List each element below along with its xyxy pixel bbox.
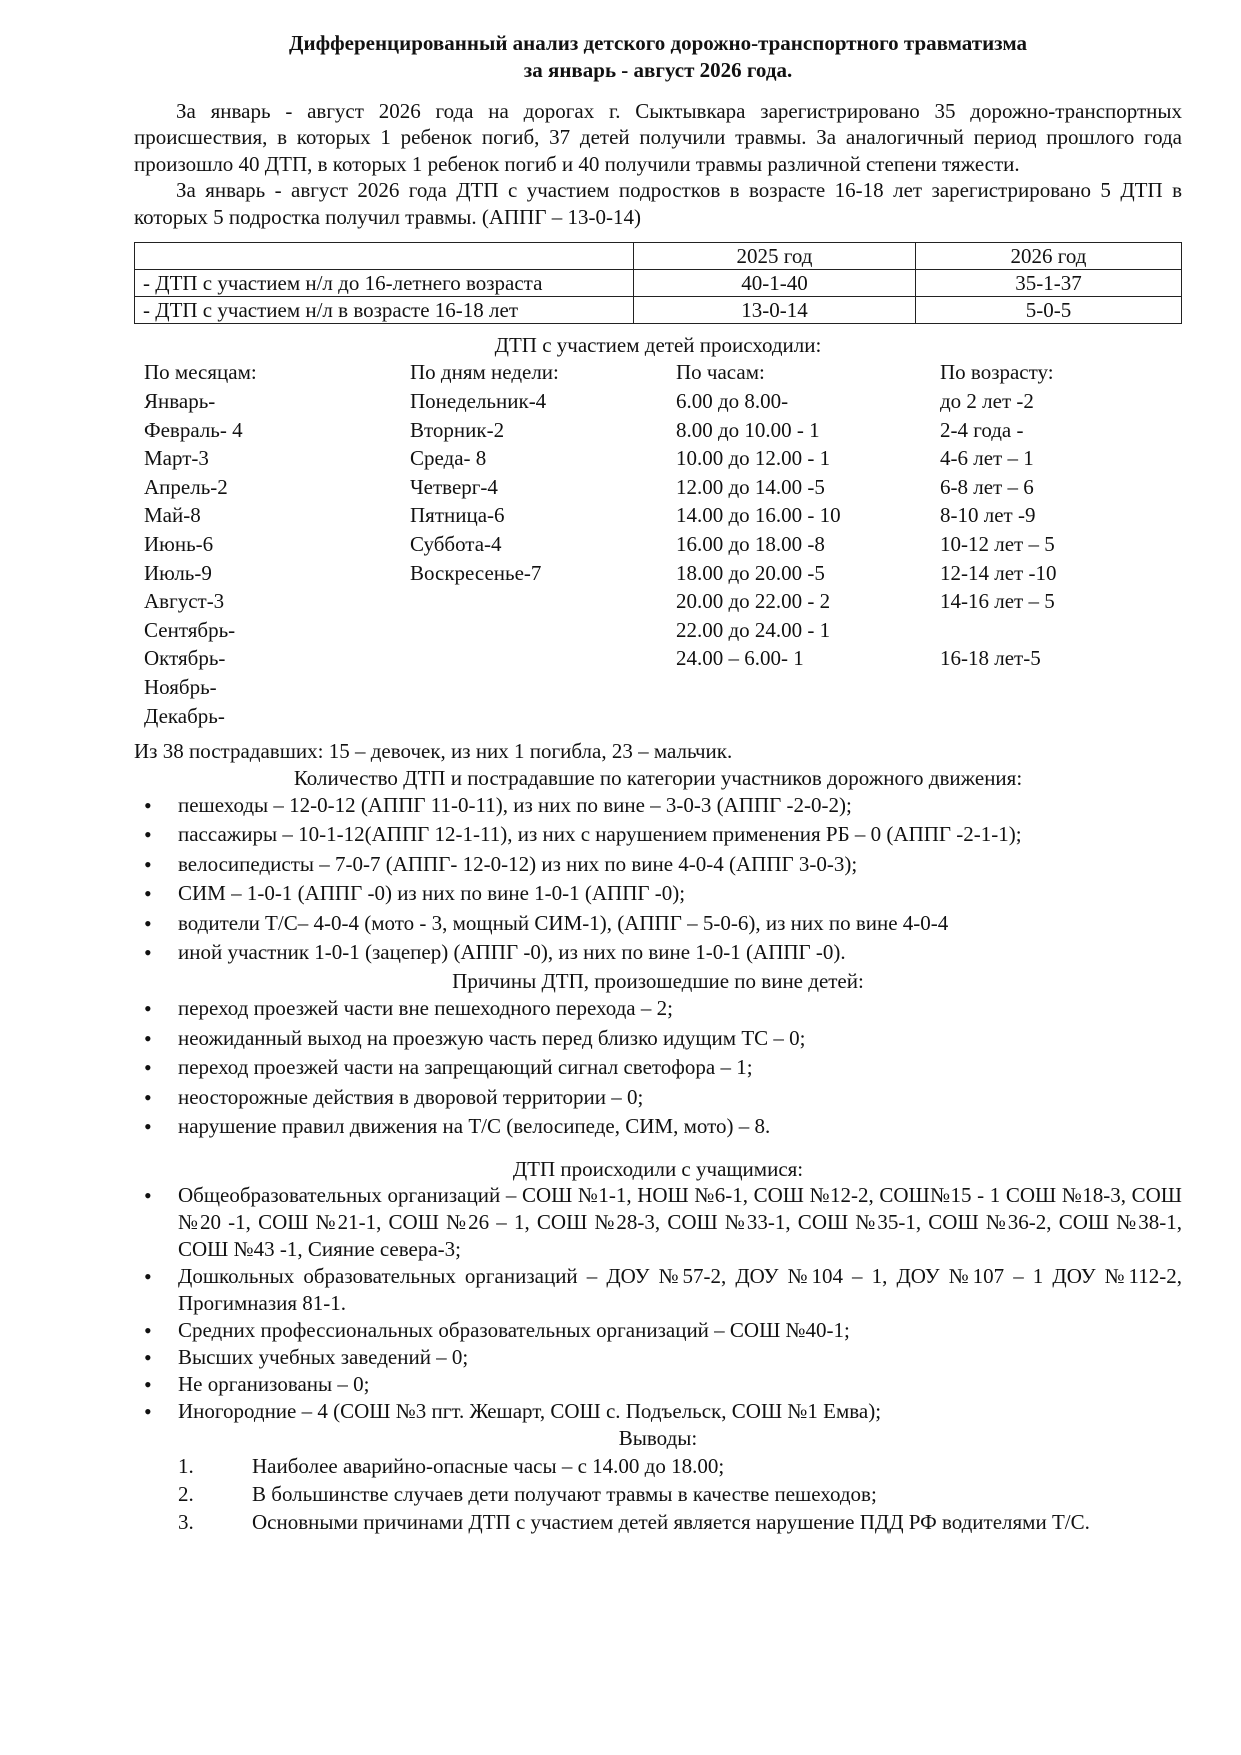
table-cell: - ДТП с участием н/л до 16-летнего возраста	[135, 270, 634, 297]
list-item: 6.00 до 8.00-	[676, 389, 789, 414]
list-item: Понедельник-4	[410, 389, 547, 414]
list-item: • Не организованы – 0;	[134, 1371, 1182, 1398]
victims-summary: Из 38 пострадавших: 15 – девочек, из них 1 погибла, 23 – мальчик.	[134, 739, 733, 764]
list-item: • Общеобразовательных организаций – СОШ №1-1, НОШ №6-1, СОШ №12-2, СОШ№15 - 1 СОШ №18-3, СОШ №20 -1, СОШ №21-1, СОШ №26 – 1, СОШ №28-3, СОШ №33-1, СОШ №35-1, СОШ №36-2, СОШ №38-1, СОШ №43 -1, Сияние севера-3;	[134, 1182, 1182, 1263]
table-cell: 40-1-40	[634, 270, 916, 297]
list-item: Среда- 8	[410, 446, 487, 471]
list-item: 16-18 лет-5	[940, 646, 1041, 671]
table-row	[135, 270, 1182, 297]
list-item: • водители Т/С– 4-0-4 (мото - 3, мощный СИМ-1), (АППГ – 5-0-6), из них по вине 4-0-4	[134, 909, 1182, 939]
list-item: • пешеходы – 12-0-12 (АППГ 11-0-11), из них по вине – 3-0-3 (АППГ -2-0-2);	[134, 791, 1182, 821]
table-cell: 13-0-14	[634, 297, 916, 324]
title-line-2: за январь - август 2026 года.	[523, 58, 793, 82]
item-text: В большинстве случаев дети получают травмы в качестве пешеходов;	[252, 1481, 877, 1506]
list-item: По часам:	[676, 360, 765, 385]
list-item: По возрасту:	[940, 360, 1054, 385]
list-item: По месяцам:	[144, 360, 257, 385]
list-item: Ноябрь-	[144, 674, 217, 699]
list-item: 8.00 до 10.00 - 1	[676, 417, 820, 442]
item-number: 2.	[178, 1481, 194, 1506]
categories-heading: Количество ДТП и пострадавшие по категории участников дорожного движения:	[293, 765, 1023, 790]
list-item: Январь-	[144, 389, 216, 414]
list-item: • переход проезжей части вне пешеходного перехода – 2;	[134, 994, 1182, 1024]
causes-heading: Причины ДТП, произошедшие по вине детей:	[452, 968, 864, 993]
list-item: 14-16 лет – 5	[940, 589, 1055, 614]
list-item: 18.00 до 20.00 -5	[676, 560, 825, 585]
list-item: Воскресенье-7	[410, 560, 542, 585]
list-item	[134, 1452, 1182, 1480]
list-item: • СИМ – 1-0-1 (АППГ -0) из них по вине 1-0-1 (АППГ -0);	[134, 879, 1182, 909]
conclusions-heading: Выводы:	[618, 1426, 698, 1451]
list-item: Суббота-4	[410, 532, 502, 556]
document-title	[134, 30, 1182, 84]
list-item: 14.00 до 16.00 - 10	[676, 503, 841, 528]
list-item: • нарушение правил движения на Т/С (велосипеде, СИМ, мото) – 8.	[134, 1112, 1182, 1142]
list-item: 10-12 лет – 5	[940, 532, 1055, 556]
list-item: • неосторожные действия в дворовой территории – 0;	[134, 1083, 1182, 1113]
list-item: Февраль- 4	[144, 417, 243, 442]
list-item: 6-8 лет – 6	[940, 474, 1034, 499]
breakdown-heading: ДТП с участием детей происходили:	[494, 333, 822, 358]
list-item: 10.00 до 12.00 - 1	[676, 446, 831, 471]
list-item: Декабрь-	[144, 703, 225, 728]
item-text: Основными причинами ДТП с участием детей является нарушение ПДД РФ водителями Т/С.	[252, 1509, 1090, 1534]
list-item: 24.00 – 6.00- 1	[676, 646, 804, 671]
students-heading: ДТП происходили с учащимися:	[512, 1156, 804, 1181]
list-item: Октябрь-	[144, 646, 226, 671]
conclusions-list	[134, 1452, 1182, 1536]
list-item: Март-3	[144, 446, 209, 471]
list-item: 4-6 лет – 1	[940, 446, 1034, 471]
students-list	[134, 1182, 1182, 1425]
list-item: Июнь-6	[144, 532, 214, 556]
table-row	[135, 297, 1182, 324]
list-item: • Высших учебных заведений – 0;	[134, 1344, 1182, 1371]
list-item: Вторник-2	[410, 417, 505, 442]
table-cell: - ДТП с участием н/л в возрасте 16-18 лет	[135, 297, 634, 324]
table-cell: 5-0-5	[916, 297, 1182, 324]
item-number: 3.	[178, 1509, 194, 1534]
list-item: Август-3	[144, 589, 225, 614]
list-item: • переход проезжей части на запрещающий сигнал светофора – 1;	[134, 1053, 1182, 1083]
list-item: • иной участник 1-0-1 (зацепер) (АППГ -0), из них по вине 1-0-1 (АППГ -0).	[134, 938, 1182, 968]
list-item: • пассажиры – 10-1-12(АППГ 12-1-11), из них с нарушением применения РБ – 0 (АППГ -2-1-1);	[134, 820, 1182, 850]
categories-list	[134, 791, 1182, 968]
list-item: Сентябрь-	[144, 617, 236, 642]
breakdown-columns	[144, 358, 1182, 730]
item-number: 1.	[178, 1453, 194, 1478]
list-item: Июль-9	[144, 560, 212, 585]
list-item: • Иногородние – 4 (СОШ №3 пгт. Жешарт, СОШ с. Подъельск, СОШ №1 Емва);	[134, 1398, 1182, 1425]
table-header-cell	[135, 243, 634, 270]
item-text: Наиболее аварийно-опасные часы – с 14.00 до 18.00;	[252, 1453, 725, 1478]
title-line-1: Дифференцированный анализ детского дорожно-транспортного травматизма	[289, 31, 1027, 55]
list-item	[940, 616, 1180, 645]
list-item: 12-14 лет -10	[940, 560, 1057, 585]
list-item: до 2 лет -2	[940, 389, 1034, 414]
list-item: 12.00 до 14.00 -5	[676, 474, 825, 499]
ages-column	[940, 358, 1180, 730]
list-item: 8-10 лет -9	[940, 503, 1036, 528]
list-item: 16.00 до 18.00 -8	[676, 532, 825, 556]
table-cell: 35-1-37	[916, 270, 1182, 297]
list-item: 2-4 года -	[940, 417, 1024, 442]
table-header-cell: 2025 год	[634, 243, 916, 270]
intro-paragraph-1: За январь - август 2026 года на дорогах г. Сыктывкара зарегистрировано 35 дорожно-транспортных происшествия, в которых 1 ребенок погиб, 37 детей получили травмы. За аналогичный период прошлого года произошло 40 ДТП, в которых 1 ребенок погиб и 40 получили травмы различной степени тяжести.	[134, 99, 1182, 176]
list-item: Пятница-6	[410, 503, 505, 528]
document-page	[134, 30, 1182, 1536]
hours-column	[676, 358, 940, 730]
list-item: • Средних профессиональных образовательных организаций – СОШ №40-1;	[134, 1317, 1182, 1344]
list-item: • неожиданный выход на проезжую часть перед близко идущим ТС – 0;	[134, 1024, 1182, 1054]
list-item: 20.00 до 22.00 - 2	[676, 589, 831, 614]
weekdays-column	[410, 358, 676, 730]
list-item: • велосипедисты – 7-0-7 (АППГ- 12-0-12) из них по вине 4-0-4 (АППГ 3-0-3);	[134, 850, 1182, 880]
table-header-cell: 2026 год	[916, 243, 1182, 270]
table-header-row	[135, 243, 1182, 270]
causes-list	[134, 994, 1182, 1142]
months-column	[144, 358, 410, 730]
list-item: По дням недели:	[410, 360, 559, 385]
intro-paragraph-2: За январь - август 2026 года ДТП с участием подростков в возрасте 16-18 лет зарегистрировано 5 ДТП в которых 5 подростка получил травмы. (АППГ – 13-0-14)	[134, 178, 1182, 229]
comparison-table	[134, 242, 1182, 324]
list-item	[134, 1508, 1182, 1536]
list-item	[134, 1480, 1182, 1508]
list-item: Четверг-4	[410, 474, 498, 499]
list-item: • Дошкольных образовательных организаций – ДОУ №57-2, ДОУ №104 – 1, ДОУ №107 – 1 ДОУ №112-2, Прогимназия 81-1.	[134, 1263, 1182, 1317]
list-item: Апрель-2	[144, 474, 228, 499]
list-item: Май-8	[144, 503, 201, 528]
list-item: 22.00 до 24.00 - 1	[676, 617, 831, 642]
